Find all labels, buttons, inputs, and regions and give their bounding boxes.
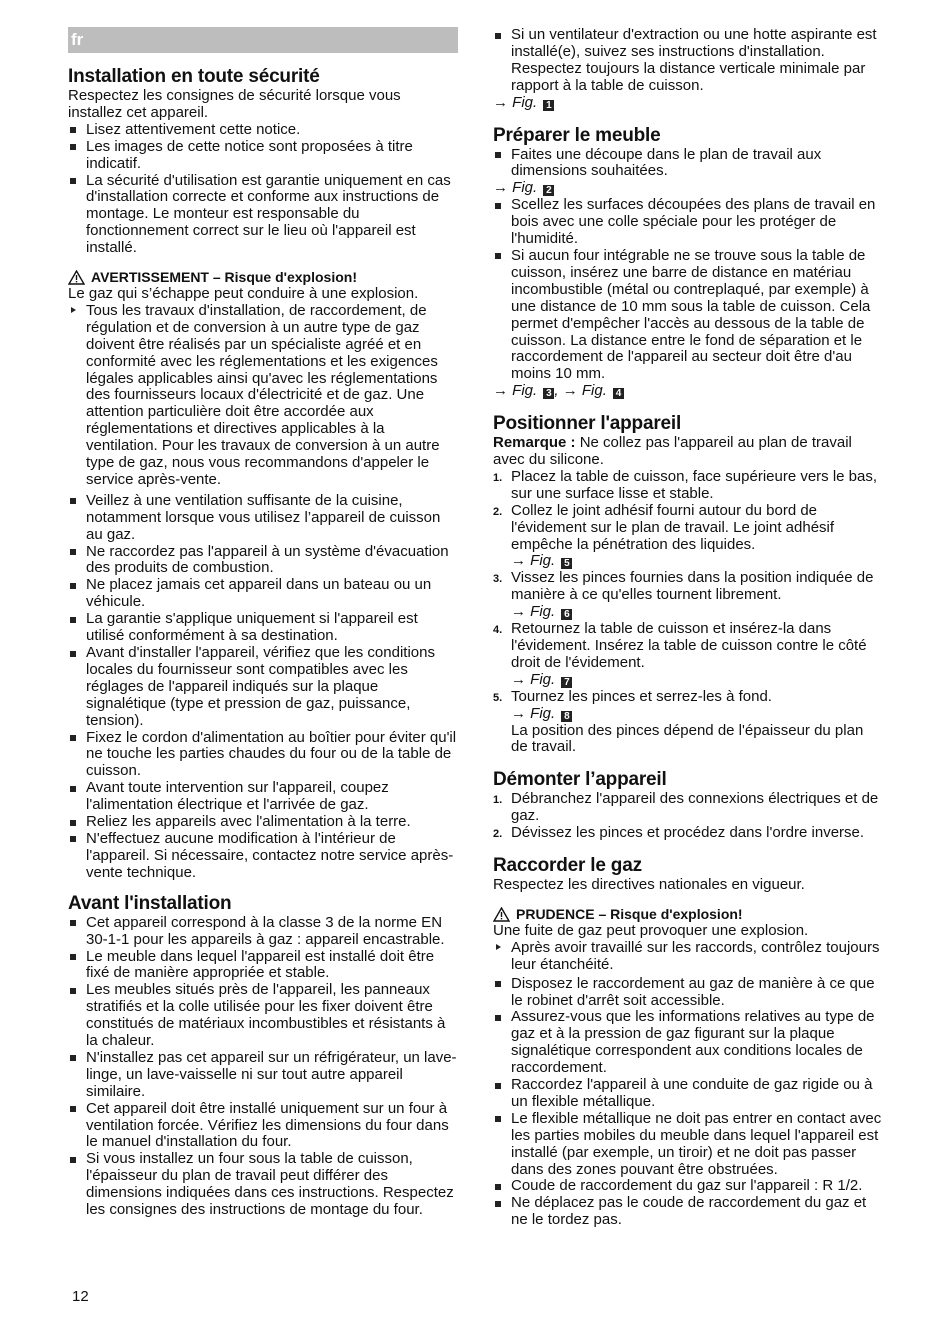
list-item: Si vous installez un four sous la table de cuisson, l'épaisseur du plan de travail peut différer des dimensions indiquées dans ces instructions. Respectez les consignes des instructions de montage du four.	[68, 1151, 458, 1219]
language-bar	[68, 27, 458, 53]
list-item: Avant d'installer l'appareil, vérifiez que les conditions locales du fournisseur sont compatibles avec les réglages de l'appareil indiqués sur la plaque signalétique (type et pression de gaz, puissance, tension).	[68, 645, 458, 730]
section-title-position-appliance: Positionner l'appareil	[493, 413, 682, 435]
figure-badge: 4	[613, 388, 624, 399]
list-item: Reliez les appareils avec l'alimentation à la terre.	[68, 814, 458, 831]
section-title-prepare-furniture: Préparer le meuble	[493, 124, 661, 146]
section-title-connect-gas: Raccorder le gaz	[493, 855, 642, 877]
remark-text: Ne collez pas l'appareil au plan de travail avec du silicone.	[493, 434, 852, 469]
section-title-safe-installation: Installation en toute sécurité	[68, 66, 320, 87]
list-item: Si aucun four intégrable ne se trouve sous la table de cuisson, insérez une barre de distance en matériau incombustible (métal ou contreplaqué, par exemple) à une distance de 10 mm sous la table de cuisson. Cela permet d'empêcher l'accès au dessous de la table de cuisson. La distance entre le fond de séparation et le raccordement de l'appareil au secteur doit être d'au moins 10 mm.	[493, 248, 883, 383]
fig-prefix: → Fig.	[511, 603, 556, 621]
list-item: Ne placez jamais cet appareil dans un bateau ou un véhicule.	[68, 577, 458, 611]
step-number: 1.	[493, 471, 503, 484]
figure-badge: 7	[561, 677, 572, 688]
list-item: Avant toute intervention sur l'appareil, coupez l'alimentation électrique et l'arrivée de gaz.	[68, 780, 458, 814]
list-item: Fixez le cordon d'alimentation au boîtier pour éviter qu'il ne touche les parties chaudes du four ou de la table de cuisson.	[68, 730, 458, 781]
prepare-list-a	[493, 147, 883, 181]
step-number: 2.	[493, 828, 503, 841]
step-text: Vissez les pinces fournies dans la position indiquée de manière à ce qu'elles tournent librement.	[511, 569, 874, 604]
list-item: La sécurité d'utilisation est garantie uniquement en cas d'installation correcte et conforme aux instructions de montage. Le monteur est responsable du fonctionnement correct sur le lieu où l'appareil est installé.	[68, 173, 458, 258]
step-item	[493, 621, 883, 689]
figure-reference	[511, 552, 572, 569]
list-item: Assurez-vous que les informations relatives au type de gaz et à la pression de gaz figurant sur la plaque signalétique correspondent aux conditions locales de raccordement.	[493, 1009, 883, 1077]
warning-triangle-icon	[68, 270, 85, 285]
safe-installation-intro: Respectez les consignes de sécurité lorsque vous installez cet appareil.	[68, 87, 401, 121]
remark-label: Remarque :	[493, 434, 576, 452]
caution-title: PRUDENCE – Risque d'explosion!	[516, 905, 743, 922]
list-item: Scellez les surfaces découpées des plans de travail en bois avec une colle spéciale pour les protéger de l'humidité.	[493, 197, 883, 248]
figure-reference	[493, 95, 883, 112]
step-number: 3.	[493, 573, 503, 586]
step-item	[493, 825, 883, 842]
before-installation-list	[68, 915, 458, 1219]
list-item: Cet appareil correspond à la classe 3 de la norme EN 30-1-1 pour les appareils à gaz : appareil encastrable.	[68, 915, 458, 949]
list-item: Le flexible métallique ne doit pas entrer en contact avec les parties mobiles du meuble dans lequel l'appareil est installé (par exemple, un tiroir) et ne doit pas passer dans des zones pouvant être obstruées.	[493, 1111, 883, 1179]
figure-reference	[493, 383, 883, 400]
step-item	[493, 570, 883, 621]
right-column	[493, 27, 883, 1229]
warning-heading	[68, 269, 458, 286]
fig-prefix: → Fig.	[493, 179, 538, 197]
fig-prefix: → Fig.	[511, 552, 556, 570]
step-item	[493, 469, 883, 503]
safety-list	[68, 493, 458, 882]
list-item: Cet appareil doit être installé uniquement sur un four à ventilation forcée. Vérifiez les dimensions du four dans le manuel d'installation du four.	[68, 1101, 458, 1152]
list-item: Ne déplacez pas le coude de raccordement du gaz et ne le tordez pas.	[493, 1195, 883, 1229]
figure-reference	[511, 671, 572, 688]
list-item: Le meuble dans lequel l'appareil est installé doit être fixé de manière appropriée et stable.	[68, 949, 458, 983]
step-number: 2.	[493, 505, 503, 518]
remark	[493, 435, 883, 469]
list-item: N'effectuez aucune modification à l'intérieur de l'appareil. Si nécessaire, contactez notre service après-vente technique.	[68, 831, 458, 882]
figure-reference	[511, 705, 572, 722]
section-title-dismantle: Démonter l’appareil	[493, 769, 667, 791]
caution-action: Après avoir travaillé sur les raccords, contrôlez toujours leur étanchéité.	[493, 940, 883, 974]
figure-reference	[493, 180, 883, 197]
warning-title: AVERTISSEMENT – Risque d'explosion!	[91, 269, 357, 286]
warning-triangle-icon	[493, 907, 510, 922]
figure-badge: 5	[561, 558, 572, 569]
step-text: Tournez les pinces et serrez-les à fond.	[511, 687, 772, 705]
hood-list	[493, 27, 883, 95]
caution-heading	[493, 906, 883, 923]
fig-prefix: → Fig.	[493, 382, 538, 400]
list-item: Si un ventilateur d'extraction ou une hotte aspirante est installé(e), suivez ses instructions d'installation. Respectez toujours la distance verticale minimale par rapport à la table de cuisson.	[493, 27, 883, 95]
list-item: Raccordez l'appareil à une conduite de gaz rigide ou à un flexible métallique.	[493, 1077, 883, 1111]
step-number: 5.	[493, 691, 503, 704]
warning-action: Tous les travaux d'installation, de raccordement, de régulation et de conversion à un autre type de gaz doivent être réalisés par un spécialiste agréé et en conformité avec les réglementations et les exigences légales applicables ainsi qu'avec les réglementations des fournisseurs locaux d'électricité et de gaz. Une attention particulière doit être accordée aux réglementations et directives applicables à la ventilation. Pour les travaux de conversion à un autre type de gaz, nous vous recommandons d'appeler le service après-vente.	[68, 303, 458, 489]
caution-text: Une fuite de gaz peut provoquer une explosion.	[493, 921, 809, 939]
step-number: 1.	[493, 794, 503, 807]
list-item: Les images de cette notice sont proposées à titre indicatif.	[68, 139, 458, 173]
position-steps	[493, 469, 883, 756]
step-item	[493, 791, 883, 825]
fig-prefix: → Fig.	[493, 93, 538, 111]
warning-action-list	[68, 303, 458, 489]
figure-badge: 3	[543, 388, 554, 399]
section-title-before-installation: Avant l'installation	[68, 892, 232, 914]
warning-text: Le gaz qui s’échappe peut conduire à une explosion.	[68, 284, 419, 302]
step-text: Placez la table de cuisson, face supérieure vers le bas, sur une surface lisse et stable.	[511, 467, 878, 502]
fig-prefix: → Fig.	[511, 670, 556, 688]
connect-gas-list	[493, 976, 883, 1230]
figure-badge: 8	[561, 711, 572, 722]
caution-action-list	[493, 940, 883, 974]
left-column	[68, 27, 458, 1219]
dismantle-steps	[493, 791, 883, 842]
language-code: fr	[71, 30, 84, 49]
step-text: Collez le joint adhésif fourni autour du bord de l'évidement sur le plan de travail. Le joint adhésif empêche la pénétration des liquides.	[511, 501, 835, 553]
list-item: Lisez attentivement cette notice.	[68, 122, 458, 139]
step-item	[493, 689, 883, 757]
list-item: Disposez le raccordement au gaz de manière à ce que le robinet d'arrêt soit accessible.	[493, 976, 883, 1010]
figure-badge: 6	[561, 609, 572, 620]
figure-reference	[511, 603, 572, 620]
list-item: Coude de raccordement du gaz sur l'appareil : R 1/2.	[493, 1178, 883, 1195]
safe-installation-list	[68, 122, 458, 257]
fig-separator: , → Fig.	[554, 382, 607, 400]
list-item: N'installez pas cet appareil sur un réfrigérateur, un lave-linge, un lave-vaisselle ni sur tout autre appareil similaire.	[68, 1050, 458, 1101]
list-item: Ne raccordez pas l'appareil à un système d'évacuation des produits de combustion.	[68, 544, 458, 578]
figure-badge: 2	[543, 185, 554, 196]
list-item: Les meubles situés près de l'appareil, les panneaux stratifiés et la colle utilisée pour les fixer doivent être constitués de matériaux incombustibles et résistants à la chaleur.	[68, 982, 458, 1050]
step-note: La position des pinces dépend de l'épaisseur du plan de travail.	[511, 721, 864, 756]
fig-prefix: → Fig.	[511, 704, 556, 722]
step-item	[493, 503, 883, 571]
list-item: La garantie s'applique uniquement si l'appareil est utilisé conformément à sa destination.	[68, 611, 458, 645]
list-item: Faites une découpe dans le plan de travail aux dimensions souhaitées.	[493, 147, 883, 181]
page-number: 12	[72, 1288, 89, 1305]
list-item: Veillez à une ventilation suffisante de la cuisine, notamment lorsque vous utilisez l’appareil de cuisson au gaz.	[68, 493, 458, 544]
step-text: Retournez la table de cuisson et insérez-la dans l'évidement. Insérez la table de cuisson contre le côté droit de l'évidement.	[511, 620, 867, 671]
step-number: 4.	[493, 624, 503, 637]
step-text: Débranchez l'appareil des connexions électriques et de gaz.	[511, 790, 879, 825]
prepare-list-b	[493, 197, 883, 383]
step-text: Dévissez les pinces et procédez dans l'ordre inverse.	[511, 824, 865, 842]
connect-gas-intro: Respectez les directives nationales en vigueur.	[493, 876, 805, 894]
figure-badge: 1	[543, 100, 554, 111]
